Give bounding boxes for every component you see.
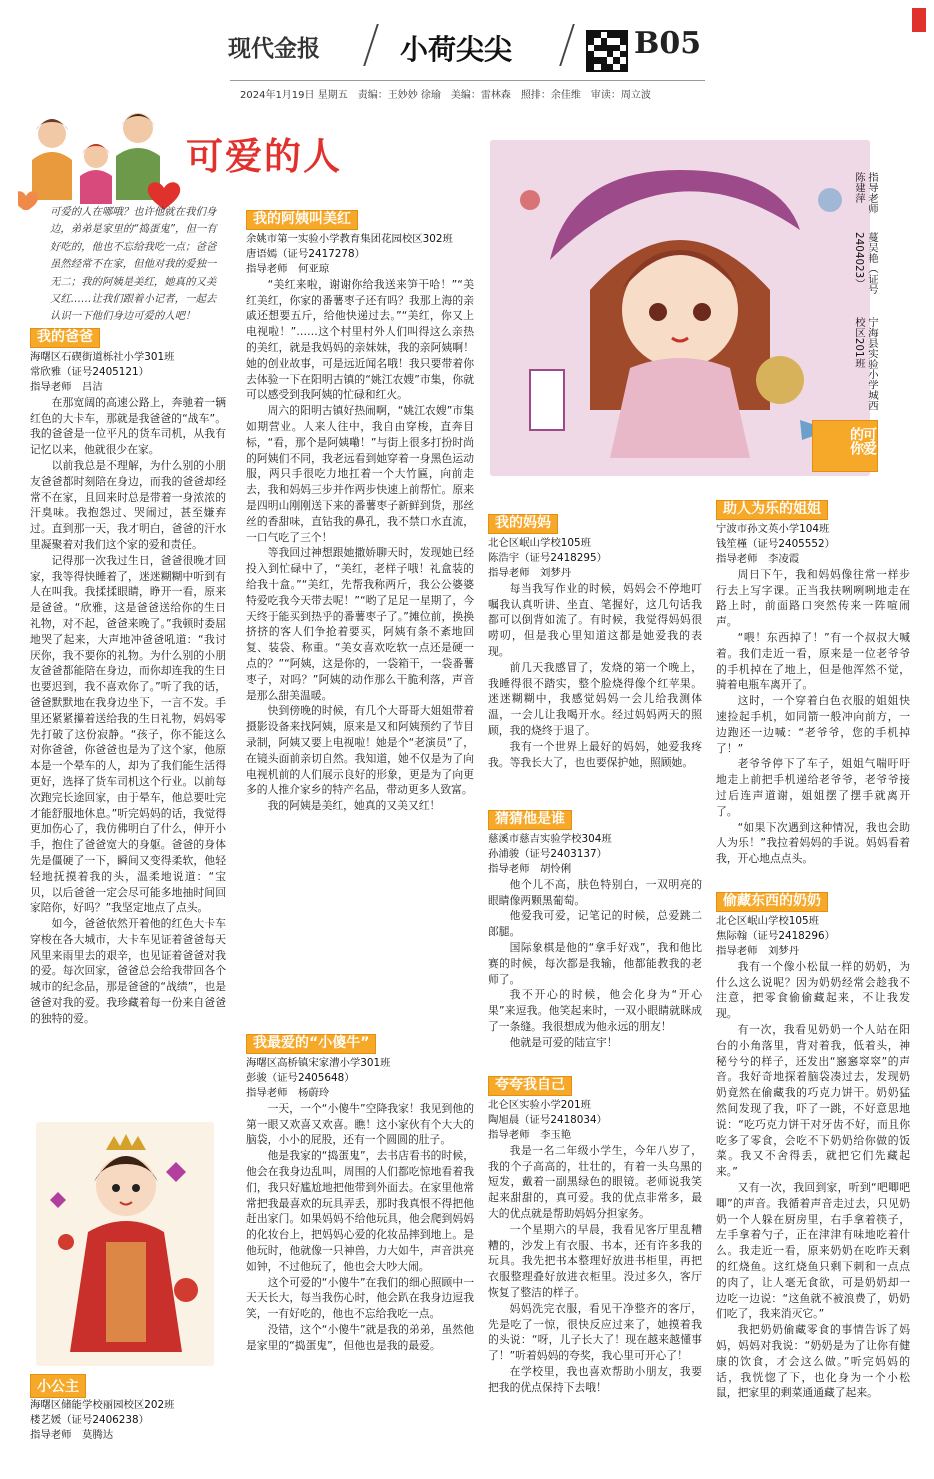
art-credit-girl [812, 172, 878, 472]
paragraph: 我是一名二年级小学生，今年八岁了，我的个子高高的，壮壮的，有着一头乌黑的短发，戴着一副黑绿色的眼镜。老师说我笑起来甜甜的，真可爱。我的优点非常多，最大的优点就是帮助妈妈分担家务。 [488, 1143, 702, 1220]
paragraph: 我的阿姨是美红，她真的又美又红！ [267, 799, 441, 813]
article-school: 北仑区实验小学201班 [488, 1098, 591, 1111]
article-title: 夸夸我自己 [488, 1076, 572, 1096]
paragraph: 记得那一次我过生日，爸爸很晚才回家，我等得快睡着了，迷迷糊糊中听到有人在叫我。我揉揉眼睛，睁开一看，原来是爸爸。“欣雅，这是爸爸送给你的生日礼物，对不起，爸爸来晚了。”我顿时委屈地哭了起来，大声地冲爸爸吼道：“我讨厌你，我不要你的礼物。为什么别的小朋友爸爸都能陪在身边，而你却连我的生日也要迟到，我不喜欢你了。”听了我的话，爸爸默默地在我身边坐下，一言不发。手里还紧紧攥着送给我的生日礼物，妈妈零先打破了这份寂静。“孩子，你不能这么对你爸爸，你爸爸也是为了这个家，他原本是一个晕车的人，却为了我们能生活得更好，选择了货车司机这个行业。以前每次跑完长途回家，由于晕车，他总要吐完才能舒服地休息。”听完妈妈的话，我觉得更加伤心了，我仿佛明白了什么，伸开小手，抱住了爸爸宽大的身躯。爸爸的身体先是僵硬了一下，瞬间又变得柔软，他轻轻地抚摸着我的头，温柔地说道：“宝贝，以后爸爸一定会尽可能多地抽时间回家陪你，好吗？”我坚定地点了点头。 [30, 553, 226, 915]
art-student: 蔓吴艳（证号2404023） [853, 232, 878, 295]
paragraph: 我有一个世界上最好的妈妈，她爱我疼我。等我长大了，也也要保护她，照顾她。 [488, 739, 702, 769]
paragraph: 一个星期六的早晨，我看见客厅里乱糟糟的，沙发上有衣服、书本，还有许多我的玩具。我先把书本整理好放进书柜里，再把衣服整理叠好放进衣柜里。没过多久，客厅恢复了整洁的样子。 [488, 1222, 702, 1299]
paragraph: 快到傍晚的时候，有几个大哥哥大姐姐带着摄影设备来找阿姨，原来是又和阿姨预约了节目录制，阿姨又要上电视啦！她是个“老演员”了，在镜头面前亲切自然。我知道，她不仅是为了向电视机前的人们展示良好的形象，更是为了向更多的人推介家乡的特产名品，带动更多人致富。 [246, 704, 474, 797]
paragraph: “喂！东西掉了！”有一个叔叔大喊着。我们走近一看，原来是一位老爷爷的手机掉在了地上，但是他浑然不觉，骑着电瓶车离开了。 [716, 630, 910, 692]
paragraph: 我有一个像小松鼠一样的奶奶，为什么这么说呢？因为奶奶经常会趁我不注意，把零食偷偷藏起来，不让我发现。 [716, 959, 910, 1021]
newspaper-brand: 现代金报 [228, 35, 320, 62]
section-title: 小荷尖尖 [400, 33, 513, 66]
art-student: 楼艺媛（证号2406238） [30, 1414, 150, 1426]
paragraph: 在那宽阔的高速公路上，奔驰着一辆红色的大卡车，那就是我爸爸的“战车”。我的爸爸是一位平凡的货车司机，从我有记忆以来，他就很少在家。 [30, 395, 226, 457]
header-divider [559, 24, 575, 66]
article-student: 常欣雅（证号2405121） [30, 365, 150, 378]
paragraph: 妈妈洗完衣服，看见干净整齐的客厅，先是吃了一惊，很快反应过来了，她摸着我的头说：“呀，儿子长大了！现在越来越懂事了！”听着妈妈的夸奖，我心里可开心了！ [488, 1301, 702, 1363]
paragraph: 我把奶奶偷藏零食的事情告诉了妈妈，妈妈对我说：“奶奶是为了让你有健康的饮食，才会这么做。”听完妈妈的话，我恍惚了下，也化身为一个小松鼠，把家里的剩菜通通藏了起来。 [716, 1323, 910, 1400]
article-title: 我的阿姨叫美红 [246, 210, 358, 230]
article-school: 慈溪市慈吉实验学校304班 [488, 832, 612, 845]
article-school: 余姚市第一实验小学教育集团花园校区302班 [246, 232, 453, 245]
art-teacher: 指导老师 莫腾达 [30, 1429, 114, 1441]
paragraph: 有一次，我看见奶奶一个人站在阳台的小角落里，背对着我，低着头，神秘兮兮的样子，还发出“窸窸窣窣”的声音。我好奇地探着脑袋凑过去，发现奶奶竟然在偷藏我的巧克力饼干。奶奶猛然间发现了我，吓了一跳，不好意思地说：“吃巧克力饼干对牙齿不好，而且你吃多了零食，会吃不下奶奶给你做的饭菜。我又不舍得丢，就把它们先藏起来。” [716, 1022, 910, 1179]
issue-meta: 2024年1月19日 星期五 责编：王妙妙 徐瑜 美编：雷林森 照排：余佳维 审读：周立波 [240, 90, 651, 101]
article-teacher: 指导老师 刘梦丹 [488, 566, 572, 579]
article-school: 北仑区岷山学校105班 [488, 536, 591, 549]
article-teacher: 指导老师 刘梦丹 [716, 944, 800, 957]
article-teacher: 指导老师 何亚琼 [246, 262, 330, 275]
art-teacher: 指导老师 陈建萍 [853, 172, 878, 225]
article-self [488, 1072, 702, 1396]
paragraph: 以前我总是不理解，为什么别的小朋友爸爸都时刻陪在身边，而我的爸爸却经常不在家，且回来时总是带着一身浓浓的汗臭味。我抱怨过、哭闹过，甚至嫌弃过。直到那一天，我才明白，爸爸的汗水里凝聚着对我们这个家的爱和责任。 [30, 458, 226, 551]
header-divider [363, 24, 379, 66]
article-brother [246, 1030, 474, 1354]
princess-drawing [36, 1122, 214, 1366]
feature-title: 可爱的人 [186, 134, 342, 178]
article-title: 助人为乐的姐姐 [716, 500, 828, 520]
article-student: 焦际翰（证号2418296） [716, 929, 836, 942]
paragraph: 这时，一个穿着白色衣服的姐姐快速捡起手机，如同箭一般冲向前方，一边跑还一边喊：“老爷爷，您的手机掉了！” [716, 694, 910, 755]
article-student: 孙浦骏（证号2403137） [488, 847, 608, 860]
article-dad [30, 324, 226, 1027]
qr-code-icon[interactable] [586, 30, 628, 72]
article-mom [488, 510, 702, 770]
paragraph: 周六的阳明古镇好热闹啊，“姚江农嫂”市集如期营业。人来人往中，我自由穿梭，直奔目标，“看，那个是阿姨嘞！”与街上很多打扮时尚的阿姨们不同，我老远看到她穿着一身黑色运动服，两只手很吃力地扛着一个大竹匾，向前走去，我和妈妈三步并作两步快速上前帮忙。原来是四明山刚刚送下来的番薯枣子新鲜到货，那丝丝的香甜味，直钻我的鼻孔，我不禁口水直流，一口气吃了三个！ [246, 404, 474, 544]
article-title: 我最爱的“小傻牛” [246, 1034, 376, 1054]
article-student: 陶旭晨（证号2418034） [488, 1113, 608, 1126]
paragraph: 没错，这个“小傻牛”就是我的弟弟，虽然他是家里的“捣蛋鬼”，但他也是我的最爱。 [246, 1322, 474, 1352]
paragraph: 又有一次，我回到家，听到“吧唧吧唧”的声音。我循着声音走过去，只见奶奶一个人躲在厨房里，右手拿着筷子，左手拿着勺子，正在津津有味地吃着什么。我走近一看，原来奶奶在吃昨天剩的红烧鱼。这红烧鱼只剩下刺和一点点的肉了，让人毫无食欲，可是奶奶却一边吃一边说：“这鱼就不被浪费了，奶奶们吃了，我来消灭它。” [716, 1180, 910, 1321]
paragraph: 在学校里，我也喜欢帮助小朋友，我要把我的优点保持下去哦！ [488, 1364, 702, 1394]
paragraph: “美红来啦，谢谢你给我送来笋干哈！”“美红美红，你家的番薯枣子还有吗？我那上海的亲戚还想要五斤，给他快递过去。”“美红，你又上电视啦！”……这个村里村外人们叫得这么亲热的美红，就是我妈妈的亲妹妹，我的亲阿姨啊！她的创业故事，可是远近闻名哦！我只要带着你去体验一下在阳明古镇的“姚江农嫂”市集，你就可以感受到我阿姨的忙碌和红火。 [246, 277, 474, 402]
page-number: B05 [634, 26, 702, 61]
article-title: 我的爸爸 [30, 328, 100, 348]
header-rule [230, 80, 705, 81]
article-title: 偷藏东西的奶奶 [716, 892, 828, 912]
article-title: 我的妈妈 [488, 514, 558, 534]
art-credit-princess [30, 1374, 226, 1443]
paragraph: 等我回过神想跟她撒娇聊天时，发现她已经投入到忙碌中了，“美红，老样子哦！礼盒装的给我十盒。”“美红，先帮我称两斤，我公公婆婆特爱吃我今天带去呢！”“哟了足足一星期了，今天终于能买到热乎的番薯枣子了。”摊位前，换换挤挤的客人们争抢着要买，阿姨有条不紊地回复、装袋、称重。“美女喜欢吃软一点还是硬一点的？”“阿姨，这是你的，一袋箱干，一袋番薯枣子，对吗？”阿姨的动作那么干脆利落，声音是那么甜美温暖。 [246, 546, 474, 702]
paragraph: 如今，爸爸依然开着他的红色大卡车穿梭在各大城市，大卡车见证着爸爸每天风里来雨里去的艰辛，也见证着爸爸对我的爱。每次回家，爸爸总会给我带回各个城市的纪念品，那是爸爸的“战绩”，也是爸爸对我的爱。我珍藏着每一份来自爸爸的独特的爱。 [30, 917, 226, 1025]
article-grandma [716, 888, 910, 1401]
article-student: 陈浩宇（证号2418295） [488, 551, 608, 564]
family-illustration [18, 100, 188, 210]
article-aunt [246, 206, 474, 814]
article-student: 彭骏（证号2405648） [246, 1071, 355, 1084]
article-teacher: 指导老师 李玉艳 [488, 1128, 572, 1141]
feature-intro: 可爱的人在哪哦？也许他就在我们身边，弟弟是家里的“捣蛋鬼”，但一有好吃的，他也不忘给我吃一点；爸爸虽然经常不在家，但他对我的爱独一无二；我的阿姨是美红，她真的又美又红……让我们跟着小记者，一起去认识一下他们身边可爱的人吧！ [50, 206, 217, 323]
article-teacher: 指导老师 吕洁 [30, 380, 103, 393]
paragraph: 国际象棋是他的“拿手好戏”，我和他比赛的时候，每次都是我输，他都能教我的老师了。 [488, 940, 702, 986]
article-school: 北仑区岷山学校105班 [716, 914, 819, 927]
article-teacher: 指导老师 李凌霞 [716, 552, 800, 565]
paragraph: 每当我写作业的时候，妈妈会不停地叮嘱我认真听讲、坐直、笔握好，这几句话我都可以倒背如流了。有时候，我觉得妈妈很唠叨，但是我心里知道这都是她爱我的表现。 [488, 581, 702, 658]
corner-mark [912, 8, 926, 32]
paragraph: 我不开心的时候，他会化身为“开心果”来逗我。他笑起来时，一双小眼睛就眯成了一条缝。我很想成为他永远的朋友！ [488, 988, 702, 1033]
paragraph: 他是我家的“捣蛋鬼”，去书店看书的时候，他会在我身边乱叫，周围的人们都吃惊地看着我们，我只好尴尬地把他带到外面去。在家里他常常把我最喜欢的玩具弄丢，那时我真恨不得把他赶出家门。如果妈妈不给他玩具，他会爬到妈妈的化妆台上，把妈妈心爱的化妆品摔到地上。是他玩时，他就像一只神兽，力大如牛，声音洪亮如钟，不过他玩了，他也会大吵大闹。 [246, 1149, 474, 1273]
article-school: 宁波市孙文英小学104班 [716, 522, 830, 535]
art-title: 小公主 [30, 1374, 86, 1398]
paragraph: 他爱我可爱，记笔记的时候，总爱跳二郎腿。 [488, 909, 702, 939]
article-helper [716, 496, 910, 867]
art-school: 宁海县实验小学城西校区201班 [853, 317, 878, 411]
article-teacher-guess [488, 806, 702, 1051]
article-teacher: 指导老师 胡怜俐 [488, 862, 572, 875]
paragraph: 他就是可爱的陆宣宇！ [509, 1035, 618, 1049]
article-student: 钱笙槿（证号2405552） [716, 537, 836, 550]
paragraph: 一天，一个“小傻牛”空降我家！我见到他的第一眼又欢喜又欢喜。瞧！这小家伙有个大大的脑袋，小小的屁股，还有一个圆圆的肚子。 [246, 1101, 474, 1147]
article-student: 唐语嫣（证号2417278） [246, 247, 366, 260]
paragraph: 前几天我感冒了，发烧的第一个晚上，我睡得很不踏实，整个脸烧得像个红苹果。迷迷糊糊中，我感觉妈妈一会儿给我测体温，一会儿让我喝开水。经过妈妈两天的照顾，我的烧终于退了。 [488, 660, 702, 737]
art-school: 海曙区储能学校丽园校区202班 [30, 1399, 175, 1411]
paragraph: “如果下次遇到这种情况，我也会助人为乐！”我拉着妈妈的手说。妈妈看着我，开心地点点头。 [716, 820, 910, 866]
paragraph: 他个儿不高，肤色特别白，一双明亮的眼睛像两颗黑葡萄。 [488, 877, 702, 907]
article-school: 海曙区石碶街道栎社小学301班 [30, 350, 175, 363]
paragraph: 老爷爷停下了车子，姐姐气喘吁吁地走上前把手机递给老爷爷，老爷爷接过后连声道谢，姐姐摆了摆手就离开了。 [716, 757, 910, 818]
article-school: 海曙区高桥镇宋家漕小学301班 [246, 1056, 391, 1069]
art-title: 可爱的你 [812, 420, 878, 473]
paragraph: 这个可爱的“小傻牛”在我们的细心照顾中一天天长大，每当我伤心时，他会趴在我身边逗我笑，一有好吃的，他也不忘给我吃一点。 [246, 1275, 474, 1321]
article-title: 猜猜他是谁 [488, 810, 572, 830]
paragraph: 周日下午，我和妈妈像往常一样步行去上写字课。正当我扶咧咧咧地走在路上时，前面路口突然传来一阵喧闹声。 [716, 567, 910, 629]
article-teacher: 指导老师 杨蔚玲 [246, 1086, 330, 1099]
